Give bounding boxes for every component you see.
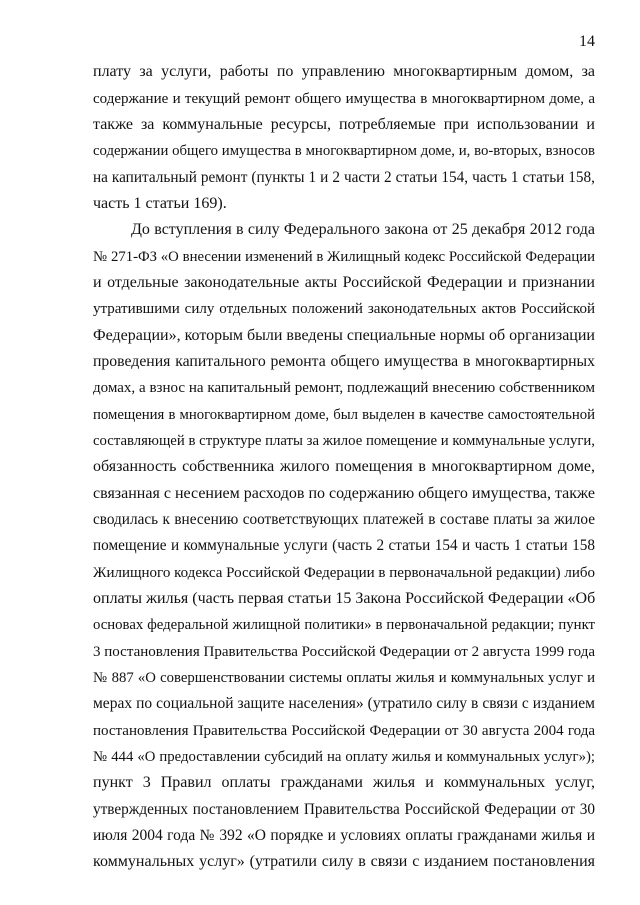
text-line: пункт 3 Правил оплаты гражданами жилья и коммунальных услуг, <box>93 774 595 791</box>
text-line: утвержденных постановлением Правительства Российской Федерации от 30 <box>93 801 595 818</box>
text-line: июля 2004 года № 392 «О порядке и условиях оплаты гражданами жилья и <box>93 827 595 844</box>
text-line: составляющей в структуре платы за жилое помещение и коммунальные услуги, <box>93 433 595 449</box>
text-line: коммунальных услуг» (утратили силу в связи с изданием постановления <box>93 853 595 870</box>
text-line: содержание и текущий ремонт общего имущества в многоквартирном доме, а <box>93 91 595 107</box>
text-line: часть 1 статьи 169). <box>93 195 227 212</box>
text-line: и отдельные законодательные акты Российской Федерации и признании <box>93 274 595 291</box>
text-line: обязанность собственника жилого помещения в многоквартирном доме, <box>93 458 595 475</box>
text-line: Жилищного кодекса Российской Федерации в первоначальной редакции) либо <box>93 565 595 581</box>
text-line: сводилась к внесению соответствующих платежей в составе платы за жилое <box>93 511 595 528</box>
text-line: проведения капитального ремонта общего имущества в многоквартирных <box>93 353 595 370</box>
text-line: № 887 «О совершенствовании системы оплаты жилья и коммунальных услуг и <box>93 670 595 686</box>
page-number: 14 <box>579 33 595 50</box>
text-line: домах, а взнос на капитальный ремонт, подлежащий внесению собственником <box>93 380 595 396</box>
text-line: также за коммунальные ресурсы, потребляемые при использовании и <box>93 116 595 133</box>
text-line: помещение и коммунальные услуги (часть 2 статьи 154 и часть 1 статьи 158 <box>93 537 595 554</box>
text-line: № 444 «О предоставлении субсидий на оплату жилья и коммунальных услуг»); <box>93 749 595 765</box>
text-line: 3 постановления Правительства Российской Федерации от 2 августа 1999 года <box>93 644 595 660</box>
text-line: основах федеральной жилищной политики» в первоначальной редакции; пункт <box>93 617 595 633</box>
text-line: на капитальный ремонт (пункты 1 и 2 части 2 статьи 154, часть 1 статьи 158, <box>93 169 595 186</box>
text-line: постановления Правительства Российской Федерации от 30 августа 2004 года <box>93 723 595 739</box>
text-line: мерах по социальной защите населения» (утратило силу в связи с изданием <box>93 695 595 712</box>
text-line: № 271-ФЗ «О внесении изменений в Жилищный кодекс Российской Федерации <box>93 249 595 265</box>
text-line: содержании общего имущества в многоквартирном доме, и, во-вторых, взносов <box>93 143 595 159</box>
text-line: утратившими силу отдельных положений законодательных актов Российской <box>93 301 595 317</box>
text-line: связанная с несением расходов по содержанию общего имущества, также <box>93 485 595 502</box>
paragraph-first-line: До вступления в силу Федерального закона от 25 декабря 2012 года <box>131 221 595 238</box>
text-line: плату за услуги, работы по управлению многоквартирным домом, за <box>93 63 595 80</box>
text-line: оплаты жилья (часть первая статьи 15 Закона Российской Федерации «Об <box>93 590 596 607</box>
text-line: помещения в многоквартирном доме, был выделен в качестве самостоятельной <box>93 407 595 423</box>
text-line: Федерации», которым были введены специальные нормы об организации <box>93 327 595 344</box>
